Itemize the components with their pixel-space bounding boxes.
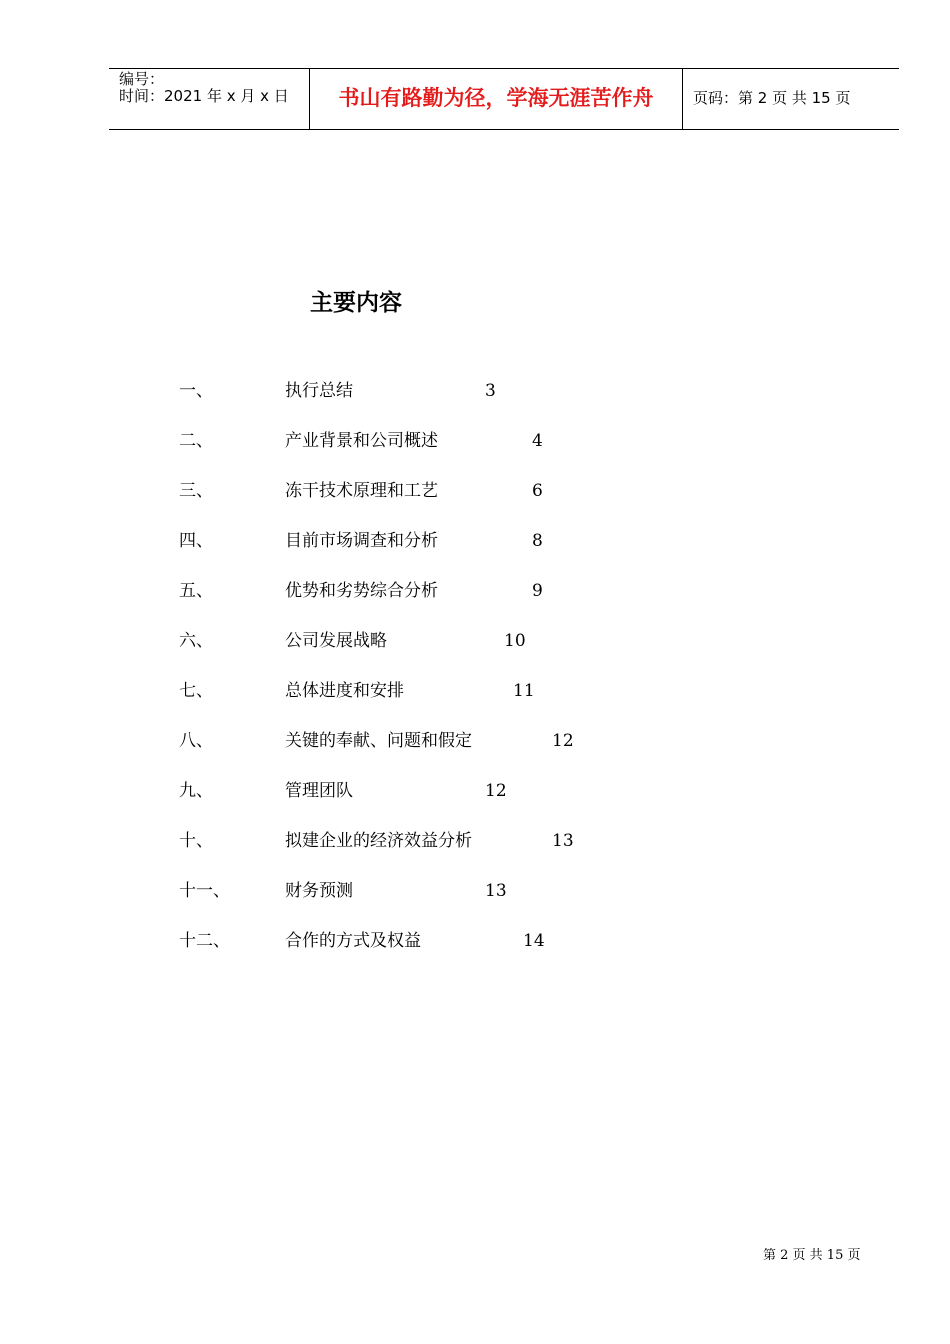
- toc-item: [179, 678, 549, 704]
- toc-item-number: 七、: [179, 681, 213, 701]
- motto-text: 书山有路勤为径，学海无涯苦作舟: [338, 86, 654, 110]
- toc-item-title: 目前市场调查和分析: [285, 531, 438, 551]
- header-meta-cell: [109, 69, 310, 129]
- toc-item-number: 六、: [179, 631, 213, 651]
- toc-item-title: 财务预测: [285, 881, 353, 901]
- page-info: 页码：第 2 页 共 15 页: [693, 89, 851, 107]
- toc-item-title: 管理团队: [285, 781, 353, 801]
- toc-item-page: 9: [532, 581, 543, 601]
- toc-item: [179, 578, 559, 604]
- toc-item: [179, 378, 519, 404]
- toc-item-page: 3: [485, 381, 496, 401]
- toc-item-title: 拟建企业的经济效益分析: [285, 831, 472, 851]
- toc-item: [179, 728, 579, 754]
- toc-item-number: 十一、: [179, 881, 230, 901]
- toc-item-number: 十、: [179, 831, 213, 851]
- page-title: 主要内容: [310, 290, 402, 316]
- toc-item-page: 13: [485, 881, 507, 901]
- toc-item: [179, 478, 559, 504]
- toc-item-number: 五、: [179, 581, 213, 601]
- time-label: 时间：2021 年 x 月 x 日: [119, 87, 289, 105]
- toc-item-page: 8: [532, 531, 543, 551]
- header-motto-cell: [310, 69, 683, 129]
- toc-item: [179, 828, 579, 854]
- toc-item-title: 优势和劣势综合分析: [285, 581, 438, 601]
- toc-item: [179, 928, 559, 954]
- toc-item-page: 12: [485, 781, 507, 801]
- toc-item: [179, 528, 559, 554]
- toc-item-title: 总体进度和安排: [285, 681, 404, 701]
- toc-item-page: 14: [523, 931, 545, 951]
- toc-item-number: 一、: [179, 381, 213, 401]
- toc-item-number: 二、: [179, 431, 213, 451]
- page-header: [109, 68, 899, 130]
- toc-item-page: 12: [552, 731, 574, 751]
- toc-item-number: 十二、: [179, 931, 230, 951]
- toc-item-number: 四、: [179, 531, 213, 551]
- toc-item-number: 九、: [179, 781, 213, 801]
- header-page-cell: [683, 69, 899, 129]
- toc-item-page: 11: [513, 681, 535, 701]
- number-label: 编号：: [119, 70, 165, 88]
- toc-item-page: 4: [532, 431, 543, 451]
- toc-item-number: 八、: [179, 731, 213, 751]
- toc-item-title: 公司发展战略: [285, 631, 387, 651]
- page-footer: 第 2 页 共 15 页: [763, 1248, 861, 1263]
- toc-item: [179, 428, 559, 454]
- toc-item-title: 关键的奉献、问题和假定: [285, 731, 472, 751]
- toc-item-title: 执行总结: [285, 381, 353, 401]
- toc-item-page: 10: [504, 631, 526, 651]
- toc-item-number: 三、: [179, 481, 213, 501]
- toc-item: [179, 628, 539, 654]
- toc-item-title: 冻干技术原理和工艺: [285, 481, 438, 501]
- toc-item-page: 13: [552, 831, 574, 851]
- toc-item-title: 产业背景和公司概述: [285, 431, 438, 451]
- toc-item: [179, 778, 519, 804]
- toc-item-page: 6: [532, 481, 543, 501]
- toc-item-title: 合作的方式及权益: [285, 931, 421, 951]
- toc-item: [179, 878, 519, 904]
